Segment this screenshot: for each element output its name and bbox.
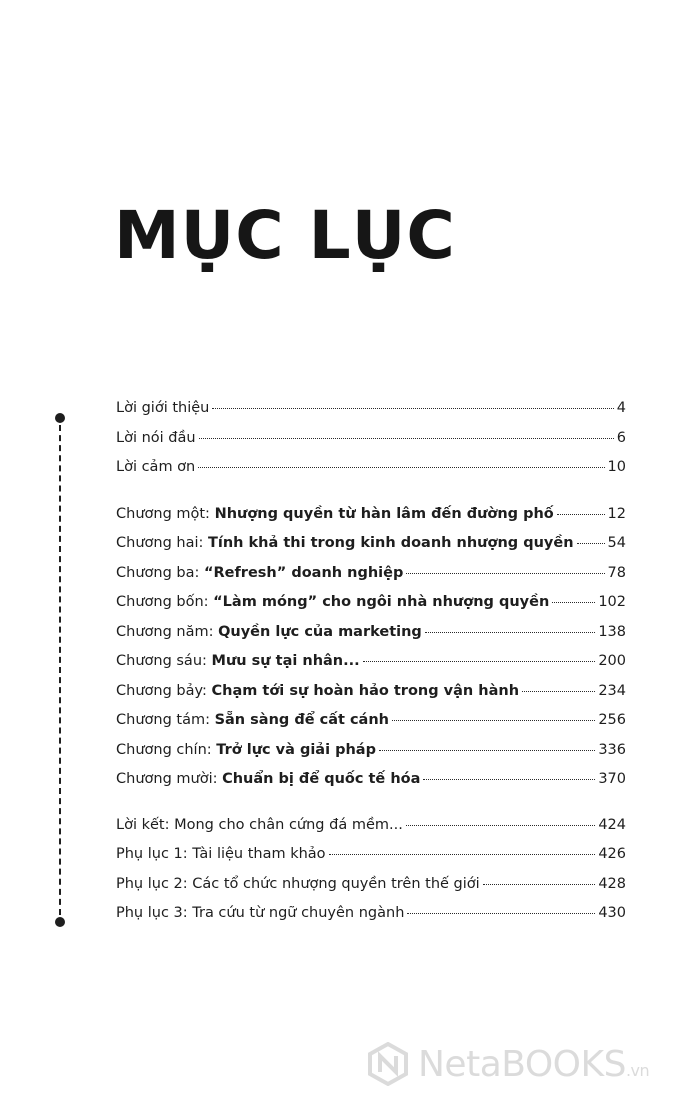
chapter-title: Mưu sự tại nhân... [211, 653, 360, 669]
entry-label: Lời giới thiệu [116, 400, 210, 416]
entry-label: Phụ lục 1: Tài liệu tham khảo [116, 846, 326, 862]
toc-entry-chapter-2[interactable] [116, 535, 626, 565]
entry-page: 424 [598, 816, 626, 833]
chapter-title: Quyền lực của marketing [218, 623, 422, 640]
dot-leader [329, 854, 596, 855]
dot-leader [392, 720, 595, 721]
entry-page: 6 [616, 429, 626, 446]
chapter-prefix: Chương chín: [116, 741, 217, 758]
dot-leader [406, 825, 595, 826]
chapter-prefix: Chương ba: [116, 564, 204, 581]
toc-entry-chapter-8[interactable] [116, 712, 626, 742]
entry-label [116, 653, 360, 669]
line-dot-top [55, 413, 65, 423]
chapter-title: Chuẩn bị để quốc tế hóa [222, 771, 421, 787]
page-title: MỤC LỤC [114, 197, 456, 274]
chapter-prefix: Chương hai: [116, 535, 208, 551]
entry-page: 4 [616, 400, 626, 416]
chapter-prefix: Chương bảy: [116, 682, 212, 699]
entry-page: 370 [598, 771, 626, 787]
dot-leader [379, 750, 595, 751]
dot-leader [199, 438, 614, 439]
toc-entry-back-2[interactable] [116, 846, 626, 876]
toc-entry-chapter-6[interactable] [116, 653, 626, 683]
entry-page: 234 [598, 682, 626, 699]
dot-leader [552, 602, 595, 603]
dot-leader [212, 408, 613, 409]
chapter-title: “Refresh” doanh nghiệp [203, 564, 404, 581]
entry-label: Phụ lục 2: Các tổ chức nhượng quyền trên thế giới [116, 875, 480, 892]
toc-entry-chapter-5[interactable] [116, 624, 626, 654]
dot-leader [577, 543, 605, 544]
toc-entry-intro-1[interactable] [116, 400, 626, 430]
toc-entry-chapter-3[interactable] [116, 565, 626, 595]
entry-page: 138 [598, 623, 626, 640]
entry-page: 336 [598, 741, 626, 758]
entry-page: 102 [598, 594, 626, 610]
toc-entry-back-4[interactable] [116, 905, 626, 935]
dot-leader [407, 913, 595, 914]
entry-label: Lời cảm ơn [116, 459, 196, 475]
toc-entry-chapter-1[interactable] [116, 506, 626, 536]
entry-page: 430 [598, 905, 626, 921]
entry-page: 426 [598, 846, 626, 862]
entry-label [116, 712, 389, 728]
entry-page: 10 [607, 459, 626, 475]
toc-entry-chapter-7[interactable] [116, 683, 626, 713]
entry-page: 12 [607, 505, 626, 522]
dot-leader [557, 514, 605, 515]
entry-label [116, 535, 574, 551]
chapter-title: Chạm tới sự hoàn hảo trong vận hành [211, 682, 520, 699]
netabooks-watermark [366, 1042, 649, 1086]
toc-entry-chapter-9[interactable] [116, 742, 626, 772]
toc-entry-back-1[interactable] [116, 817, 626, 847]
chapter-prefix: Chương sáu: [116, 653, 212, 669]
toc-entry-intro-2[interactable] [116, 430, 626, 460]
entry-page: 78 [607, 564, 626, 581]
watermark-text [418, 1044, 649, 1085]
dot-leader [423, 779, 595, 780]
chapter-title: Tính khả thi trong kinh doanh nhượng quyền [207, 535, 574, 551]
entry-label [116, 624, 422, 640]
watermark-name: NetaBOOKS [418, 1043, 626, 1085]
entry-label: Lời nói đầu [116, 429, 196, 446]
table-of-contents [116, 400, 626, 935]
chapter-prefix: Chương bốn: [116, 594, 214, 610]
entry-page: 256 [598, 712, 626, 728]
entry-page: 428 [598, 875, 626, 892]
dot-leader [522, 691, 595, 692]
toc-entry-chapter-4[interactable] [116, 594, 626, 624]
entry-page: 200 [598, 653, 626, 669]
entry-label [116, 771, 420, 787]
toc-dashed-line [54, 413, 66, 927]
entry-label [116, 565, 403, 581]
dot-leader [363, 661, 596, 662]
chapter-prefix: Chương mười: [116, 771, 223, 787]
chapter-title: Nhượng quyền từ hàn lâm đến đường phố [214, 505, 554, 522]
entry-label [116, 683, 519, 699]
toc-entry-intro-3[interactable] [116, 459, 626, 489]
toc-entry-chapter-10[interactable] [116, 771, 626, 801]
netabooks-logo-icon [366, 1042, 410, 1086]
chapter-prefix: Chương một: [116, 505, 215, 522]
toc-entry-back-3[interactable] [116, 876, 626, 906]
entry-page: 54 [607, 535, 626, 551]
watermark-suffix: .vn [625, 1060, 650, 1080]
chapter-prefix: Chương năm: [116, 623, 219, 640]
entry-label: Phụ lục 3: Tra cứu từ ngữ chuyên ngành [116, 905, 405, 921]
dot-leader [198, 467, 604, 468]
line-dot-bottom [55, 917, 65, 927]
chapter-title: Sẵn sàng để cất cánh [214, 712, 389, 728]
entry-label [116, 742, 376, 758]
dot-leader [406, 573, 604, 574]
chapter-title: Trở lực và giải pháp [216, 741, 376, 758]
line-dash [59, 425, 61, 915]
chapter-title: “Làm móng” cho ngôi nhà nhượng quyền [213, 594, 550, 610]
dot-leader [425, 632, 596, 633]
dot-leader [483, 884, 596, 885]
chapter-prefix: Chương tám: [116, 712, 215, 728]
entry-label [116, 594, 549, 610]
entry-label: Lời kết: Mong cho chân cứng đá mềm... [116, 816, 403, 833]
entry-label [116, 506, 554, 522]
